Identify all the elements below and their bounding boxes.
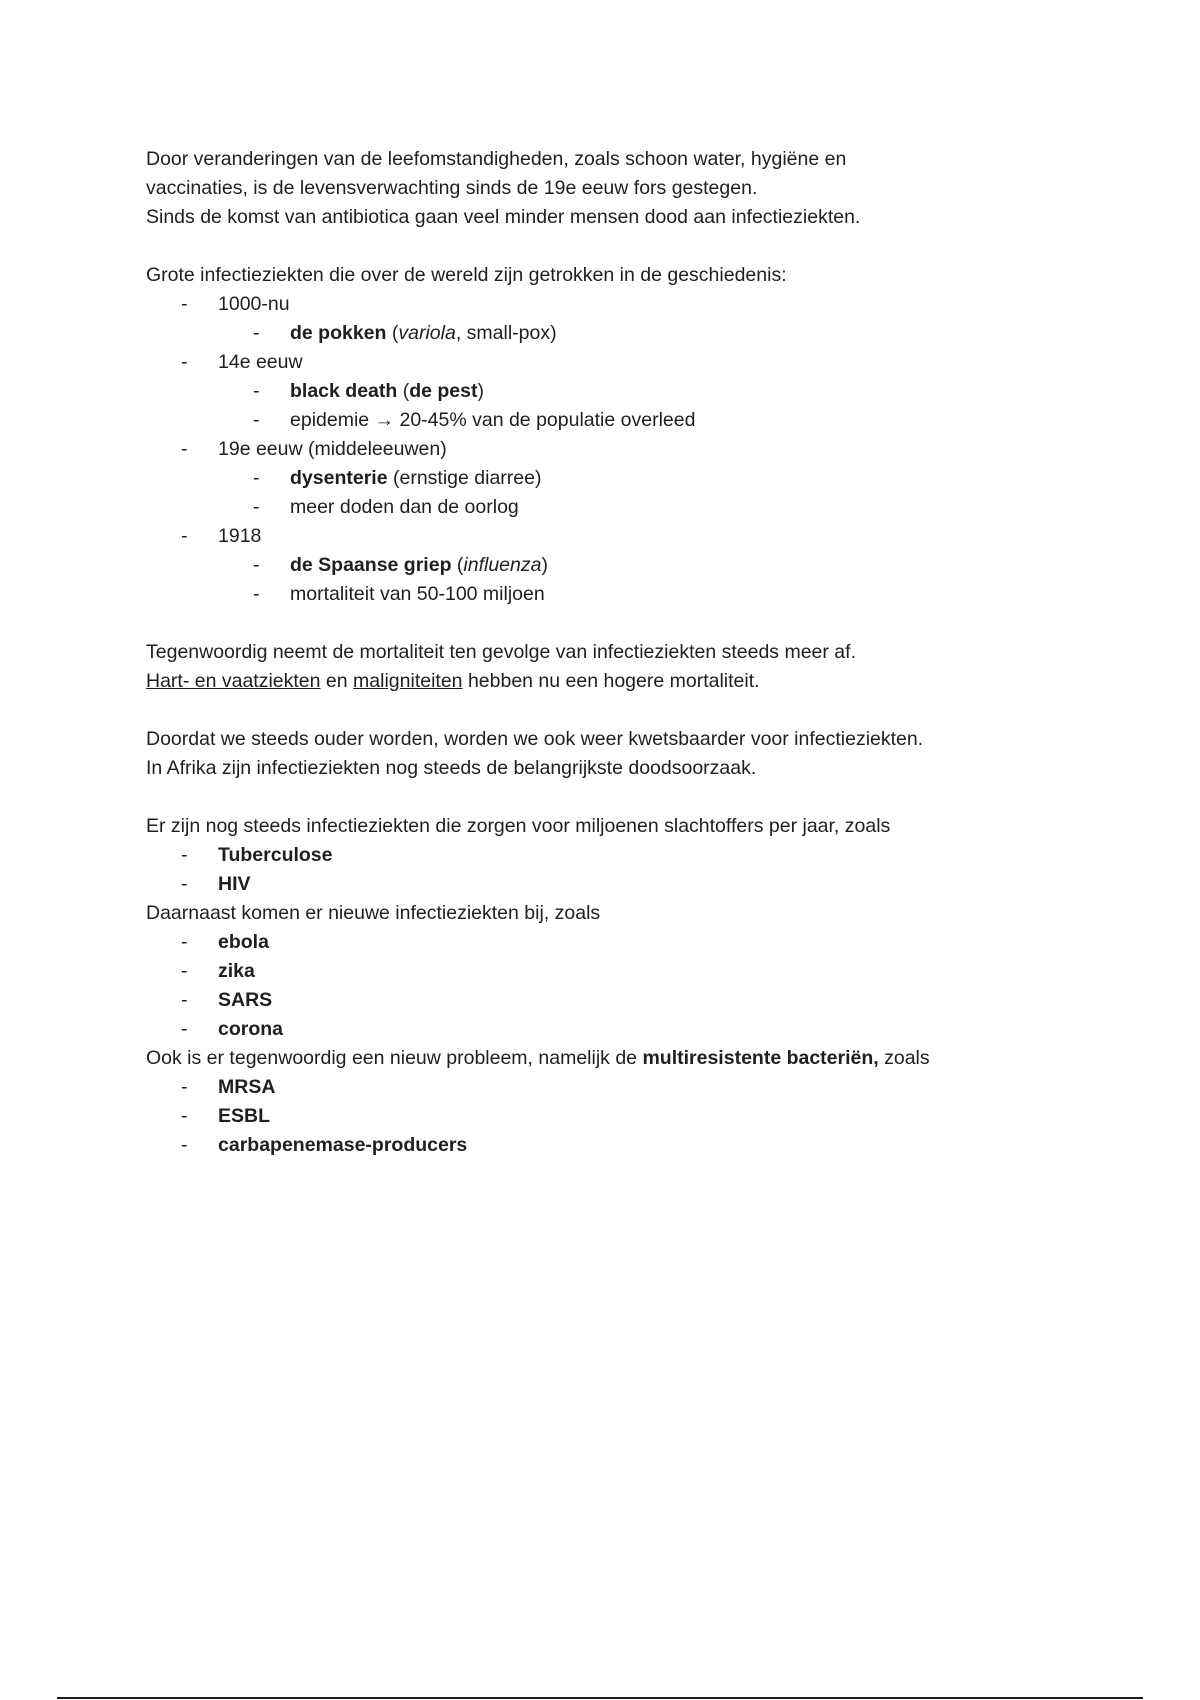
spacer: [146, 232, 1086, 261]
sub-item: - dysenterie (ernstige diarree): [218, 464, 1086, 493]
emerging-heading: Daarnaast komen er nieuwe infectieziekten bij, zoals: [146, 902, 601, 924]
list-item: - zika: [146, 957, 1086, 986]
bullet-dash: -: [253, 583, 260, 605]
bullet-dash: -: [181, 1134, 188, 1156]
disease-name: black death: [290, 380, 398, 402]
sub-item-text: mortaliteit van 50-100 miljoen: [290, 583, 545, 605]
underlined-term: maligniteiten: [353, 670, 463, 692]
period-label: 1000-nu: [218, 293, 290, 315]
latin-name: variola: [398, 322, 456, 344]
disease-alt-name: de pest: [409, 380, 478, 402]
bullet-dash: -: [181, 525, 188, 547]
resistant-list: [146, 1073, 1086, 1160]
resistant-heading: Ook is er tegenwoordig een nieuw probleem, namelijk de multiresistente bacteriën, zoals: [146, 1047, 930, 1069]
spacer: [146, 696, 1086, 725]
period-sublist: [218, 377, 1086, 435]
underlined-term: Hart- en vaatziekten: [146, 670, 321, 692]
sub-item: - de Spaanse griep (influenza): [218, 551, 1086, 580]
sub-item: [218, 580, 1086, 609]
bullet-dash: -: [253, 322, 260, 344]
emerging-list: [146, 928, 1086, 1044]
bullet-dash: -: [181, 931, 188, 953]
modern-line-1: Tegenwoordig neemt de mortaliteit ten gevolge van infectieziekten steeds meer af.: [146, 641, 856, 663]
bullet-dash: -: [181, 1105, 188, 1127]
period-label: 19e eeuw (middeleeuwen): [218, 438, 447, 460]
bullet-dash: -: [253, 467, 260, 489]
modern-line-2: Hart- en vaatziekten en maligniteiten hebben nu een hogere mortaliteit.: [146, 670, 760, 692]
period-sublist: [218, 464, 1086, 522]
history-list: [146, 290, 1086, 609]
spacer: [146, 609, 1086, 638]
history-heading: Grote infectieziekten die over de wereld zijn getrokken in de geschiedenis:: [146, 264, 787, 286]
period-item: [146, 522, 1086, 609]
disease-name: dysenterie: [290, 467, 388, 489]
period-label: 1918: [218, 525, 262, 547]
sub-item: - black death (de pest): [218, 377, 1086, 406]
sub-item: [218, 493, 1086, 522]
list-item: - carbapenemase-producers: [146, 1131, 1086, 1160]
disease-name: de Spaanse griep: [290, 554, 452, 576]
bullet-dash: -: [181, 293, 188, 315]
bullet-dash: -: [181, 873, 188, 895]
bullet-dash: -: [253, 554, 260, 576]
aging-line-2: In Afrika zijn infectieziekten nog steeds de belangrijkste doodsoorzaak.: [146, 757, 757, 779]
list-item: - MRSA: [146, 1073, 1086, 1102]
bullet-dash: -: [181, 989, 188, 1011]
sub-item: [218, 406, 1086, 435]
period-sublist: [218, 551, 1086, 609]
sub-item-text: epidemie → 20-45% van de populatie overleed: [290, 409, 696, 431]
bullet-dash: -: [253, 409, 260, 431]
bullet-dash: -: [181, 1076, 188, 1098]
bullet-dash: -: [253, 380, 260, 402]
intro-line-1: Door veranderingen van de leefomstandigheden, zoals schoon water, hygiëne en: [146, 148, 847, 170]
current-heading: Er zijn nog steeds infectieziekten die zorgen voor miljoenen slachtoffers per jaar, zoals: [146, 815, 891, 837]
disease-name: de pokken: [290, 322, 387, 344]
latin-name: influenza: [463, 554, 542, 576]
list-item: - Tuberculose: [146, 841, 1086, 870]
list-item: - ESBL: [146, 1102, 1086, 1131]
bullet-dash: -: [181, 1018, 188, 1040]
period-sublist: [218, 319, 1086, 348]
period-label: 14e eeuw: [218, 351, 303, 373]
document-page: [146, 145, 1086, 1160]
aging-line-1: Doordat we steeds ouder worden, worden we ook weer kwetsbaarder voor infectieziekten.: [146, 728, 924, 750]
list-item: - HIV: [146, 870, 1086, 899]
bullet-dash: -: [181, 844, 188, 866]
sub-item: - de pokken (variola, small-pox): [218, 319, 1086, 348]
intro-line-2: vaccinaties, is de levensverwachting sinds de 19e eeuw fors gestegen.: [146, 177, 758, 199]
current-list: [146, 841, 1086, 899]
bullet-dash: -: [181, 960, 188, 982]
sub-item-text: meer doden dan de oorlog: [290, 496, 519, 518]
intro-line-3: Sinds de komst van antibiotica gaan veel minder mensen dood aan infectieziekten.: [146, 206, 861, 228]
spacer: [146, 783, 1086, 812]
page-bottom-rule: [57, 1697, 1143, 1699]
list-item: - SARS: [146, 986, 1086, 1015]
period-item: [146, 290, 1086, 348]
list-item: - ebola: [146, 928, 1086, 957]
bullet-dash: -: [181, 438, 188, 460]
bullet-dash: -: [181, 351, 188, 373]
list-item: - corona: [146, 1015, 1086, 1044]
period-item: [146, 435, 1086, 522]
period-item: [146, 348, 1086, 435]
bullet-dash: -: [253, 496, 260, 518]
